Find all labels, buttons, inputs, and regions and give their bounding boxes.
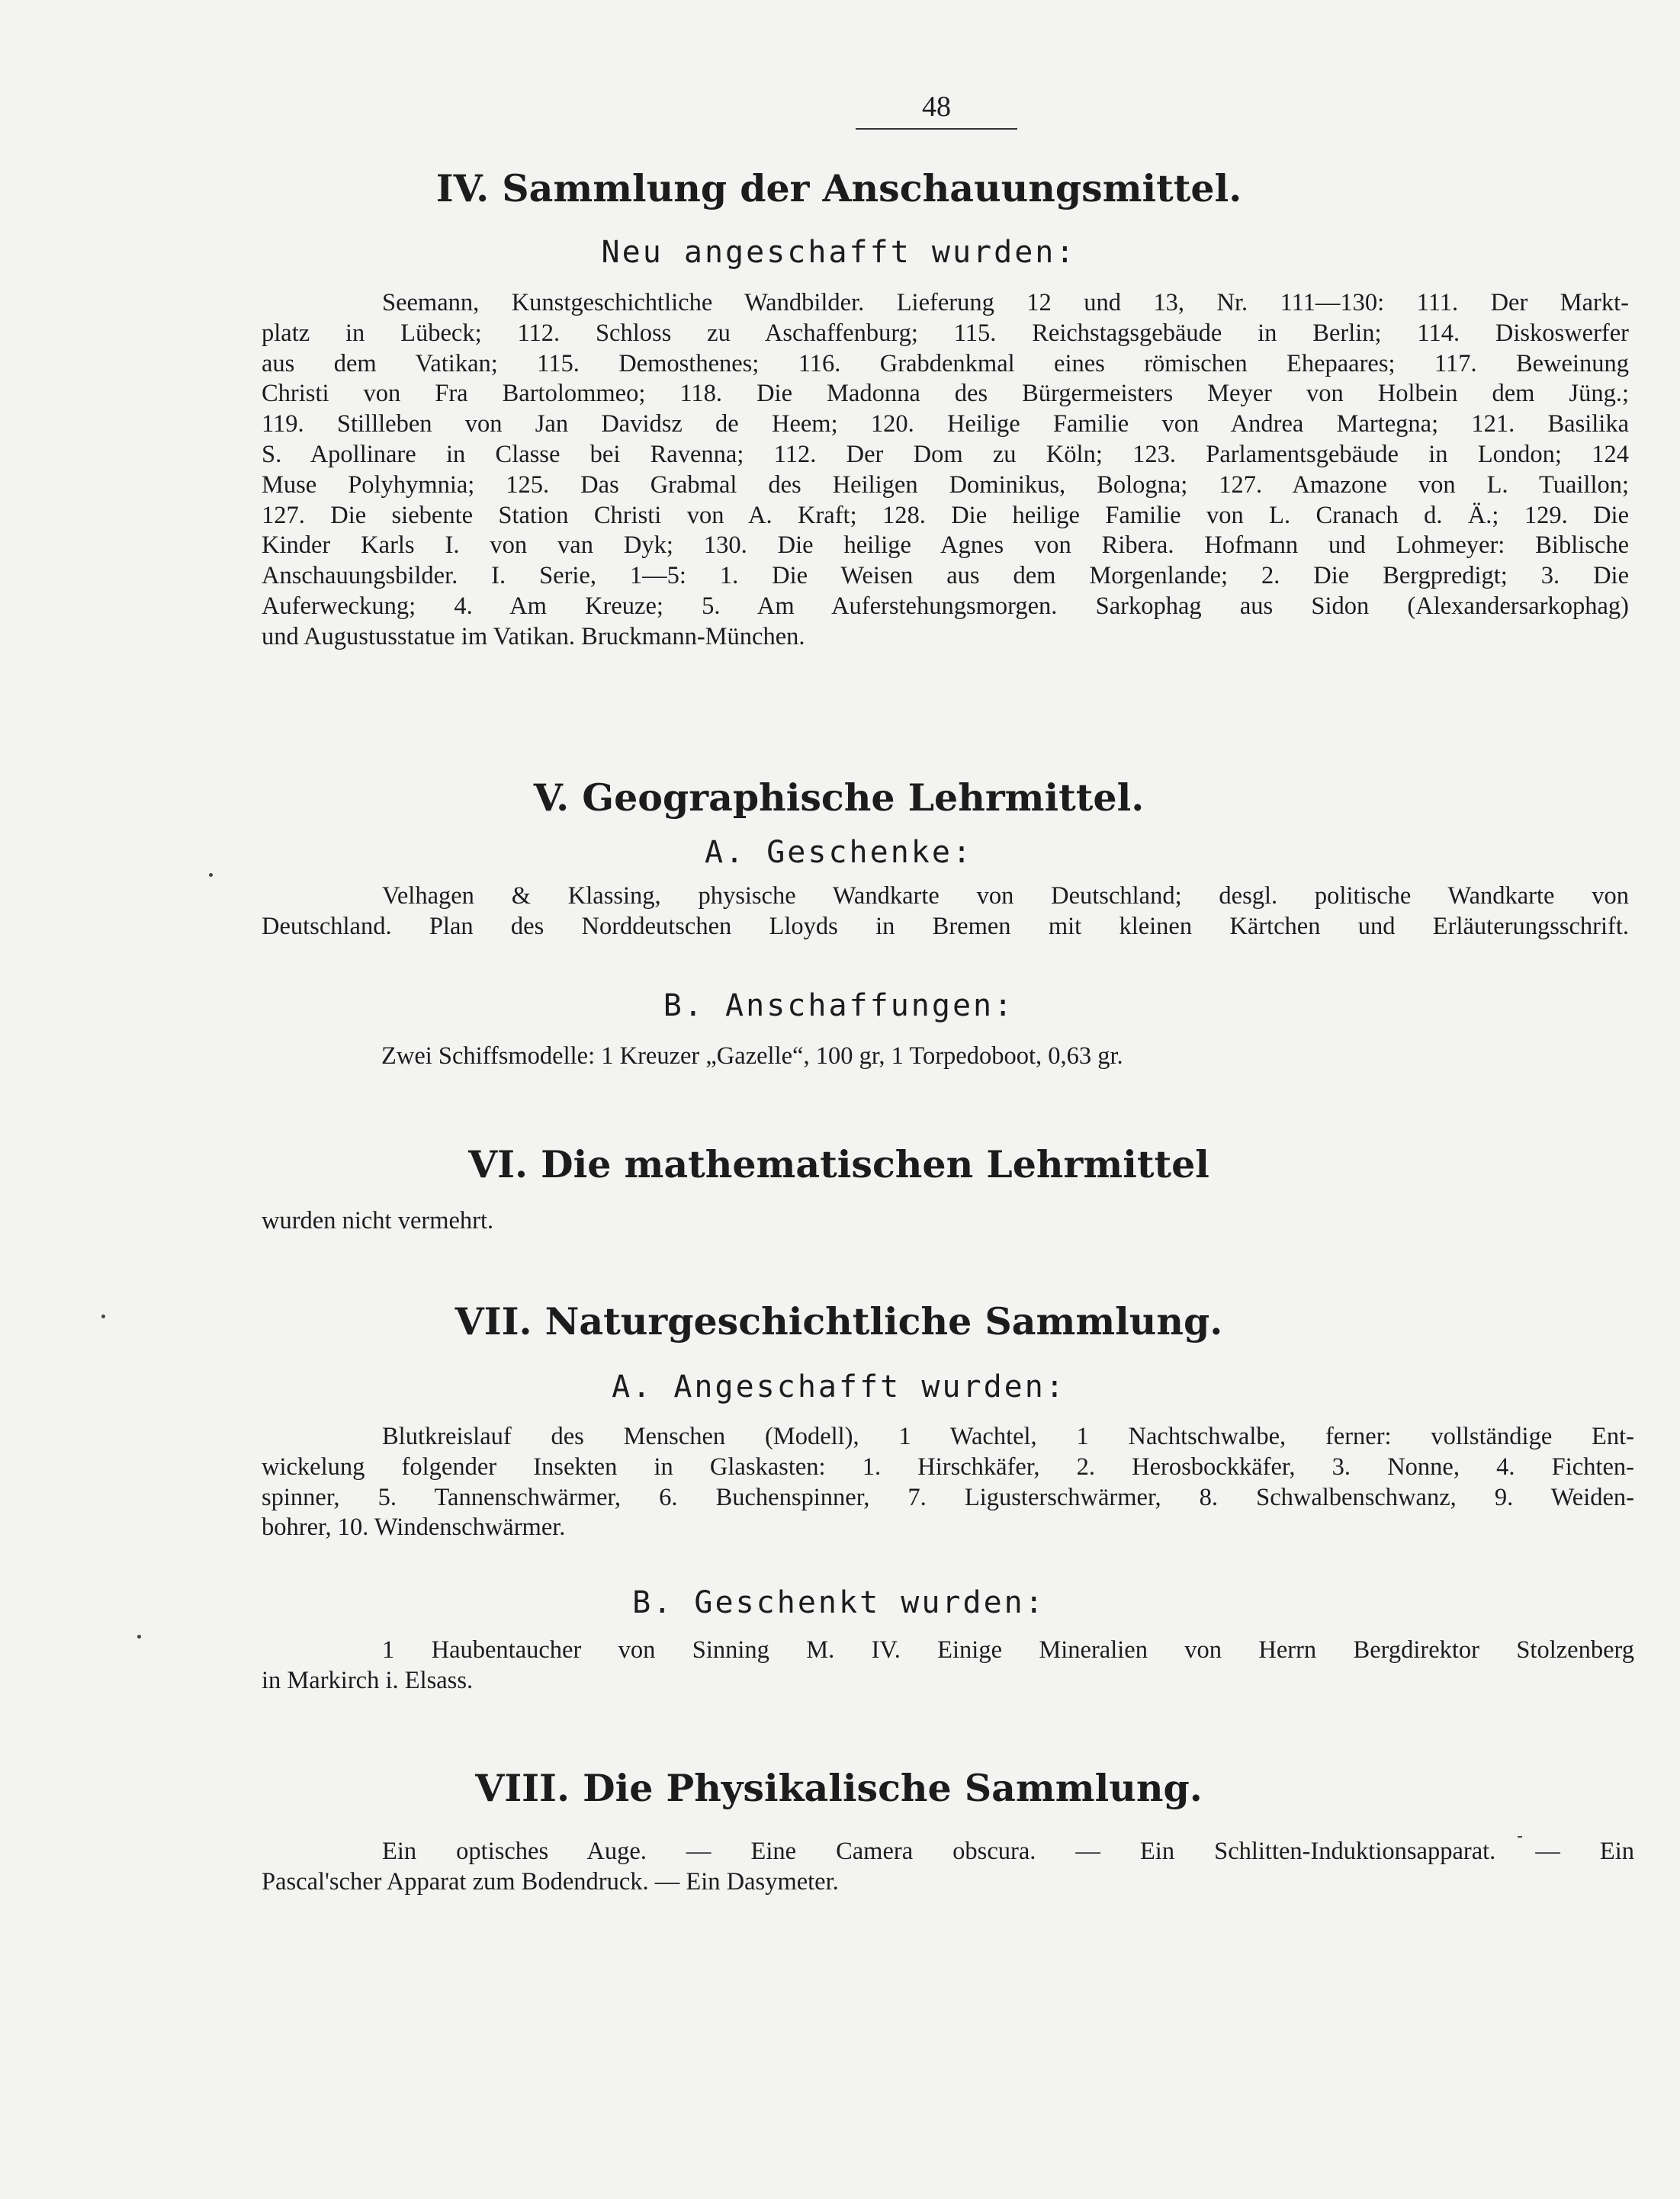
section-vii-line-2: wickelung folgender Insekten in Glaskasten: 1. Hirschkäfer, 2. Herosbockkäfer, 3. Nonne, 4. Fichten- [262, 1453, 1634, 1481]
section-vii-line-3: spinner, 5. Tannenschwärmer, 6. Buchenspinner, 7. Ligusterschwärmer, 8. Schwalbenschwanz, 9. Weiden- [262, 1483, 1634, 1511]
section-iv-title: IV. Sammlung der Anschauungsmittel. [435, 166, 1242, 210]
section-iv-line-12: und Augustusstatue im Vatikan. Bruckmann-München. [262, 622, 805, 650]
section-viii-line-2: Pascal'scher Apparat zum Bodendruck. — Ein Dasymeter. [262, 1867, 839, 1896]
section-vii-line-1: Blutkreislauf des Menschen (Modell), 1 Wachtel, 1 Nachtschwalbe, ferner: vollständige Ent- [382, 1423, 1634, 1450]
section-vii-line-4: bohrer, 10. Windenschwärmer. [262, 1514, 566, 1542]
scan-speck [209, 873, 213, 877]
section-iv-line-8: 127. Die siebente Station Christi von A. Kraft; 128. Die heilige Familie von L. Cranach d. Ä.; 129. Die [262, 501, 1629, 529]
section-iv-line-3: aus dem Vatikan; 115. Demosthenes; 116. Grabdenkmal eines römischen Ehepaares; 117. Beweinung [262, 349, 1629, 377]
section-iv-line-2: platz in Lübeck; 112. Schloss zu Aschaffenburg; 115. Reichstagsgebäude in Berlin; 114. Diskoswerfer [262, 319, 1629, 347]
section-v-line-2: Deutschland. Plan des Norddeutschen Lloyds in Bremen mit kleinen Kärtchen und Erläuterungsschrift. [262, 912, 1629, 940]
section-viii-line-1: Ein optisches Auge. — Eine Camera obscura. — Ein Schlitten-Induktionsapparat. — Ein [382, 1838, 1634, 1865]
section-iv-line-9: Kinder Karls I. von van Dyk; 130. Die heilige Agnes von Ribera. Hofmann und Lohmeyer: Biblische [262, 531, 1629, 560]
section-vi-line: wurden nicht vermehrt. [262, 1207, 494, 1234]
section-iv-line-1: Seemann, Kunstgeschichtliche Wandbilder. Lieferung 12 und 13, Nr. 111—130: 111. Der Markt- [382, 289, 1629, 316]
section-vii-line-b-2: in Markirch i. Elsass. [262, 1666, 474, 1694]
scan-speck [137, 1635, 141, 1639]
section-iv-line-6: S. Apollinare in Classe bei Ravenna; 112. Der Dom zu Köln; 123. Parlamentsgebäude in London; 124 [262, 440, 1629, 468]
section-vii-subtitle-b: B. Geschenkt wurden: [632, 1585, 1046, 1620]
page-number: 48 [922, 91, 951, 123]
section-v-line-b: Zwei Schiffsmodelle: 1 Kreuzer „Gazelle“, 100 gr, 1 Torpedoboot, 0,63 gr. [381, 1042, 1123, 1070]
section-vii-subtitle-a: A. Angeschafft wurden: [612, 1369, 1066, 1404]
section-iv-line-5: 119. Stillleben von Jan Davidsz de Heem; 120. Heilige Familie von Andrea Martegna; 121. Basilika [262, 410, 1629, 438]
section-v-subtitle-a: A. Geschenke: [704, 835, 974, 870]
scan-speck [101, 1315, 105, 1318]
section-v-subtitle-b: B. Anschaffungen: [663, 988, 1015, 1023]
section-iv-line-10: Anschauungsbilder. I. Serie, 1—5: 1. Die Weisen aus dem Morgenlande; 2. Die Bergpredigt; 3. Die [262, 562, 1629, 590]
section-v-title: V. Geographische Lehrmittel. [533, 775, 1145, 820]
page-number-rule [856, 128, 1017, 130]
section-v-line-1: Velhagen & Klassing, physische Wandkarte von Deutschland; desgl. politische Wandkarte von [382, 882, 1629, 910]
section-vi-title: VI. Die mathematischen Lehrmittel [468, 1142, 1209, 1186]
section-viii-paragraph [262, 1837, 1634, 1898]
section-vii-line-b-1: 1 Haubentaucher von Sinning M. IV. Einige Mineralien von Herrn Bergdirektor Stolzenberg [382, 1636, 1634, 1664]
section-iv-line-4: Christi von Fra Bartolommeo; 118. Die Madonna des Bürgermeisters Meyer von Holbein dem Jüng.; [262, 380, 1629, 408]
section-iv-line-7: Muse Polyhymnia; 125. Das Grabmal des Heiligen Dominikus, Bologna; 127. Amazone von L. Tuaillon; [262, 470, 1629, 499]
section-vii-title: VII. Naturgeschichtliche Sammlung. [455, 1299, 1223, 1343]
section-viii-title: VIII. Die Physikalische Sammlung. [475, 1766, 1203, 1810]
section-iv-paragraph [262, 288, 1629, 653]
scan-speck [1518, 1836, 1522, 1838]
section-v-paragraph-a [262, 881, 1629, 942]
section-iv-line-11: Auferweckung; 4. Am Kreuze; 5. Am Auferstehungsmorgen. Sarkophag aus Sidon (Alexandersarkophag) [262, 592, 1629, 620]
section-vii-paragraph-a [262, 1422, 1634, 1543]
section-iv-subtitle: Neu angeschafft wurden: [601, 235, 1077, 270]
section-vii-paragraph-b [262, 1636, 1634, 1697]
